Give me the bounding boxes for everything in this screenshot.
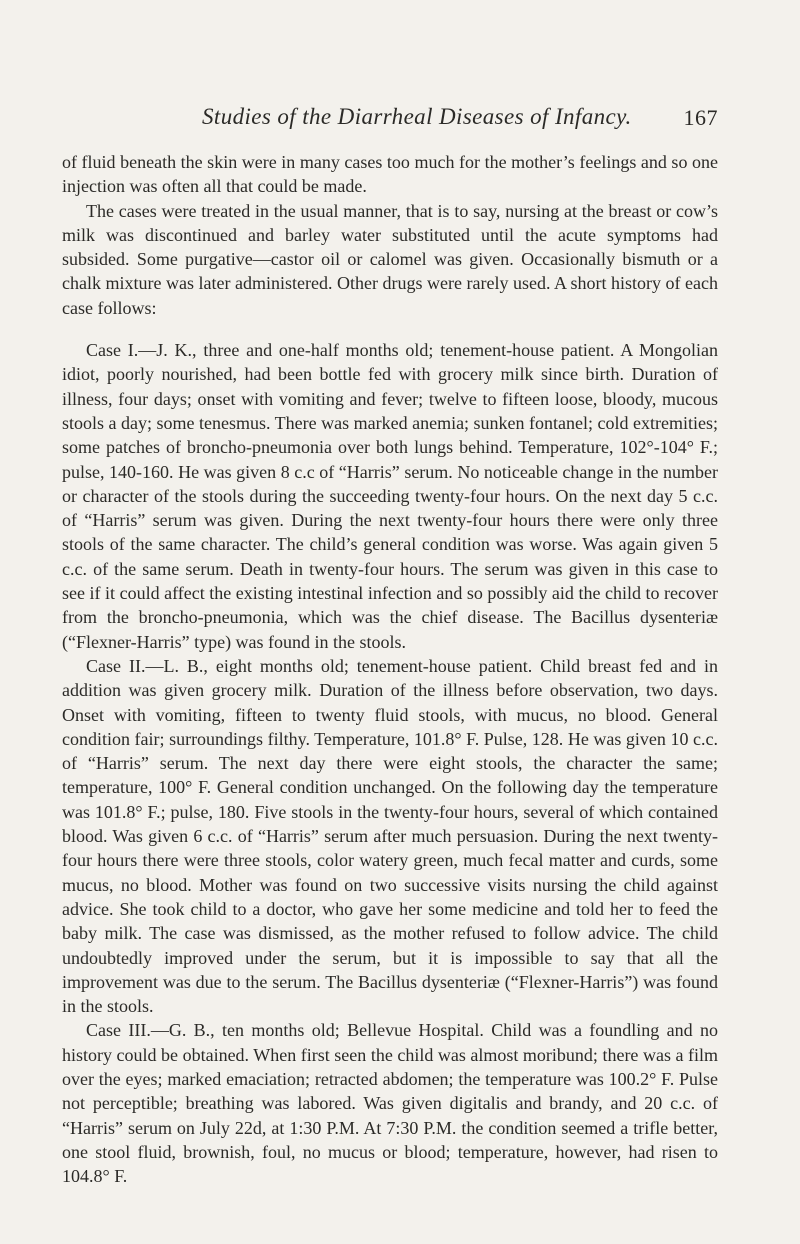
paragraph-treatment: The cases were treated in the usual manner, that is to say, nursing at the breast or cow’s milk was discontinued and barley water substituted until the acute symptoms had subsided. Some purgative—castor oil or calomel was given. Occasionally bismuth or a chalk mixture was later administered. Other drugs were rarely used. A short history of each case follows:: [62, 200, 718, 318]
body-text: [62, 150, 718, 1188]
paragraph-continuation: of fluid beneath the skin were in many cases too much for the mother’s feelings and so one injection was often all that could be made.: [62, 152, 718, 197]
page-header: [62, 96, 718, 136]
running-head: Studies of the Diarrheal Diseases of Infancy.: [202, 104, 632, 129]
paragraph-case-1: Case I.—J. K., three and one-half months old; tenement-house patient. A Mongolian idiot, poorly nourished, had been bottle fed with grocery milk since birth. Duration of illness, four days; onset with vomiting and fever; twelve to fifteen loose, bloody, mucous stools a day; some tenesmus. There was marked anemia; sunken fontanel; cold extremities; some patches of broncho-pneumonia over both lungs behind. Temperature, 102°-104° F.; pulse, 140-160. He was given 8 c.c of “Harris” serum. No noticeable change in the number or character of the stools during the succeeding twenty-four hours. On the next day 5 c.c. of “Harris” serum was given. During the next twenty-four hours there were only three stools of the same character. The child’s general condition was worse. Was again given 5 c.c. of the same serum. Death in twenty-four hours. The serum was given in this case to see if it could affect the existing intestinal infection and so possibly aid the child to recover from the broncho-pneumonia, which was the chief disease. The Bacillus dysenteriæ (“Flexner-Harris” type) was found in the stools.: [62, 340, 718, 652]
paragraph-gap: [62, 320, 718, 338]
paragraph-case-2: Case II.—L. B., eight months old; tenement-house patient. Child breast fed and in addition was given grocery milk. Duration of the illness before observation, two days. Onset with vomiting, fifteen to twenty fluid stools, with mucus, no blood. General condition fair; surroundings filthy. Temperature, 101.8° F. Pulse, 128. He was given 10 c.c. of “Harris” serum. The next day there were eight stools, the character the same; temperature, 100° F. General condition unchanged. On the following day the temperature was 101.8° F.; pulse, 180. Five stools in the twenty-four hours, several of which contained blood. Was given 6 c.c. of “Harris” serum after much persuasion. During the next twenty-four hours there were three stools, color watery green, much fecal matter and curds, some mucus, no blood. Mother was found on two successive visits nursing the child against advice. She took child to a doctor, who gave her some medicine and told her to feed the baby milk. The case was dismissed, as the mother refused to follow advice. The child undoubtedly improved under the serum, but it is impossible to say that all the improvement was due to the serum. The Bacillus dysenteriæ (“Flexner-Harris”) was found in the stools.: [62, 655, 718, 1017]
paragraph-case-3: Case III.—G. B., ten months old; Bellevue Hospital. Child was a foundling and no history could be obtained. When first seen the child was almost moribund; there was a film over the eyes; marked emaciation; retracted abdomen; the temperature was 100.2° F. Pulse not perceptible; breathing was labored. Was given digitalis and brandy, and 20 c.c. of “Harris” serum on July 22d, at 1:30 P.M. At 7:30 P.M. the condition seemed a trifle better, one stool fluid, brownish, foul, no mucus or blood; temperature, however, had risen to 104.8° F.: [62, 1020, 718, 1187]
page-number: 167: [683, 105, 718, 130]
